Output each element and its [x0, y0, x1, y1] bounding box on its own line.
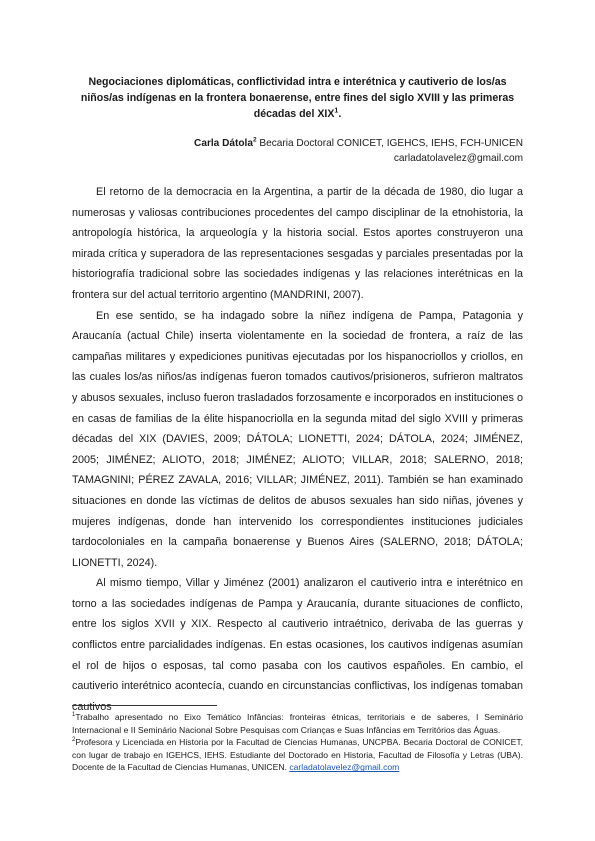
footnote-2-ref: 2 [72, 737, 76, 744]
author-line [83, 136, 523, 151]
title-end: . [338, 108, 342, 120]
body-text [72, 182, 523, 717]
footnote-1-ref: 1 [72, 712, 76, 719]
title-footnote-ref[interactable]: 1 [334, 107, 339, 115]
paragraph-2: En ese sentido, se ha indagado sobre la niñez indígena de Pampa, Patagonia y Araucanía (actual Chile) inserta violentamente en la sociedad de frontera, a raíz de las campañas militares y expediciones punitivas ejecutadas por los hispanocriollos y criollos, en las cuales los/as niños/as indígenas fueron tomados cautivos/prisioneros, sufrieron maltratos y abusos sexuales, incluso fueron trasladados forzosamente e incorporados en instituciones o en casas de familias de la élite hispanocriolla en la segunda mitad del siglo XVIII y primeras décadas del XIX (DAVIES, 2009; DÁTOLA; LIONETTI, 2024; DÁTOLA, 2024; JIMÉNEZ, 2005; JIMÉNEZ; ALIOTO, 2018; JIMÉNEZ; ALIOTO; VILLAR, 2018; SALERNO, 2018; TAMAGNINI; PÉREZ ZAVALA, 2016; VILLAR; JIMÉNEZ, 2011). También se han examinado situaciones en donde las víctimas de delitos de abusos sexuales han sido niñas, jóvenes y mujeres indígenas, donde han intervenido los correspondientes instituciones judiciales tardocoloniales en la campaña bonaerense y Buenos Aires (SALERNO, 2018; DÁTOLA; LIONETTI, 2024). [72, 309, 523, 569]
footnote-divider [72, 705, 217, 706]
author-email: carladatolavelez@gmail.com [393, 153, 523, 164]
title-text: Negociaciones diplomáticas, conflictividad intra e interétnica y cautiverio de los/as niños/as indígenas en la frontera bonaerense, entre fines del siglo XVIII y las primeras décadas del XIX [80, 76, 515, 120]
footnote-1 [72, 711, 523, 736]
paragraph-3: Al mismo tiempo, Villar y Jiménez (2001) analizaron el cautiverio intra e interétnico en torno a las sociedades indígenas de Pampa y Araucanía, durante situaciones de conflicto, entre los siglos XVII y XIX. Respecto al cautiverio intraétnico, derivaba de las guerras y conflictos entre parcialidades indígenas. En estas ocasiones, los cautivos indígenas asumían el rol de hijos o esposas, tal como pasaba con los cautivos españoles. En cambio, el cautiverio interétnico acontecía, cuando en circunstancias conflictivas, los indígenas tomaban cautivos [72, 577, 523, 713]
footnote-2 [72, 736, 523, 774]
author-block [83, 136, 523, 166]
footnotes [72, 711, 523, 774]
author-footnote-ref[interactable]: 2 [252, 136, 257, 144]
paragraph-1: El retorno de la democracia en la Argentina, a partir de la década de 1980, dio lugar a numerosas y valiosas contribuciones procedentes del campo disciplinar de la etnohistoria, la antropología histórica, la arqueología y la historia social. Estos aportes construyeron una mirada crítica y superadora de las representaciones sesgadas y parciales presentadas por la historiografía tradicional sobre las sociedades indígenas y las relaciones interétnicas en la frontera sur del actual territorio argentino (MANDRINI, 2007). [72, 186, 523, 301]
paper-title [70, 74, 525, 122]
author-name: Carla Dátola [194, 138, 253, 149]
footnote-2-text: Profesora y Licenciada en Historia por la Facultad de Ciencias Humanas, UNCPBA. Becaria Doctoral de CONICET, con lugar de trabajo en IGEHCS, IEHS. Estudiante del Doctorado en Historia, Facultad de Filosofía y Letras (UBA). Docente de la Facultad de Ciencias Humanas, UNICEN. [72, 737, 523, 773]
author-affiliation: Becaria Doctoral CONICET, IGEHCS, IEHS, FCH-UNICEN [256, 138, 523, 149]
footnote-2-email-link[interactable]: carladatolavelez@gmail.com [289, 762, 400, 773]
footnote-1-text: Trabalho apresentado no Eixo Temático Infâncias: fronteiras étnicas, territoriais e de saberes, I Seminário Internacional e II Seminário Nacional Sobre Pesquisas com Crianças e Suas Infâncias em Territórios das Águas. [72, 712, 523, 735]
